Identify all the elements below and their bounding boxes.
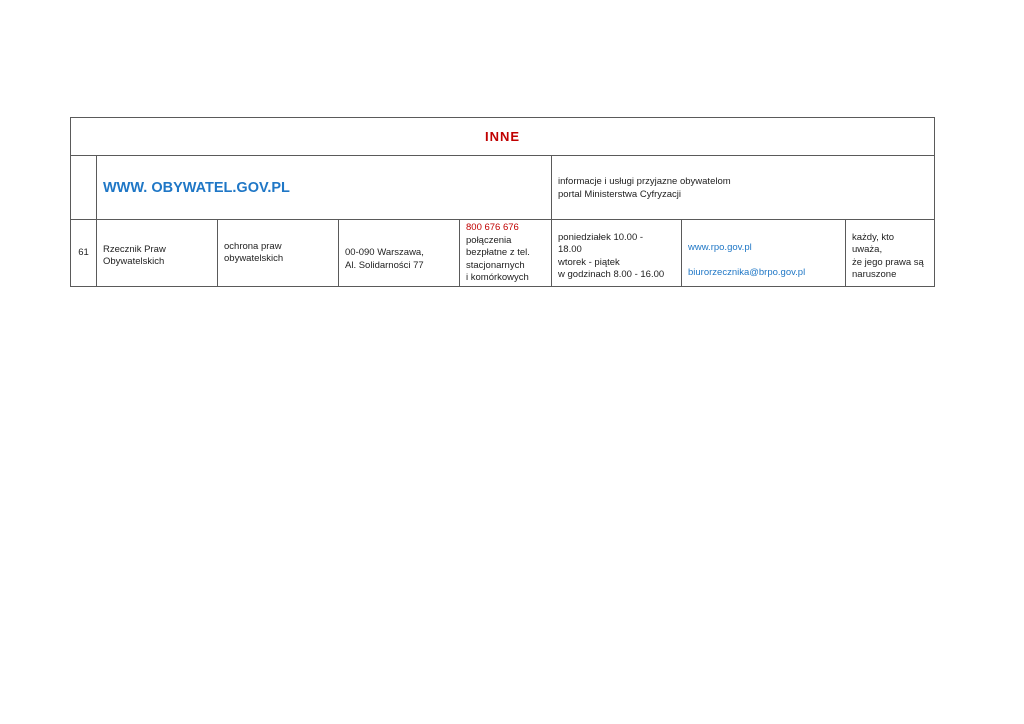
entry-number-cell — [71, 220, 97, 287]
portal-desc-line: portal Ministerstwa Cyfryzacji — [558, 188, 681, 200]
phone-note-line: stacjonarnych — [466, 259, 525, 271]
eligibility-line: każdy, kto — [852, 231, 895, 243]
section-title: INNE — [485, 128, 521, 144]
entry-name-cell — [97, 220, 218, 287]
section-header-row — [71, 118, 935, 156]
entry-name-line: Rzecznik Praw — [103, 243, 166, 255]
entry-hours-cell — [552, 220, 682, 287]
entry-phone-cell — [460, 220, 552, 287]
institutions-table — [70, 117, 935, 287]
entry-address-line: 00-090 Warszawa, — [345, 247, 424, 258]
phone-note-line: bezpłatne z tel. — [466, 247, 530, 259]
portal-row — [71, 156, 935, 220]
portal-description — [552, 175, 934, 201]
portal-link[interactable]: WWW. OBYWATEL.GOV.PL — [103, 179, 290, 196]
table-row — [71, 220, 935, 287]
entry-number: 61 — [78, 246, 89, 258]
entry-eligibility-cell — [846, 220, 935, 287]
eligibility-line: uważa, — [852, 244, 883, 255]
entry-contact-cell — [682, 220, 846, 287]
eligibility-line: naruszone — [852, 269, 897, 280]
portal-number-cell — [71, 156, 97, 220]
entry-name-line: Obywatelskich — [103, 256, 165, 267]
phone-note-line: i komórkowych — [466, 272, 529, 284]
email-link[interactable]: biurorzecznika@brpo.gov.pl — [688, 266, 806, 278]
hours-line: poniedziałek 10.00 - — [558, 231, 644, 243]
phone-note-line: połączenia — [466, 234, 512, 246]
entry-address-cell — [339, 220, 460, 287]
hours-line: w godzinach 8.00 - 16.00 — [558, 269, 665, 280]
hours-line: wtorek - piątek — [558, 256, 620, 268]
entry-scope-line: ochrona praw — [224, 240, 282, 252]
portal-desc-line: informacje i usługi przyjazne obywatelom — [558, 175, 731, 187]
portal-description-cell — [552, 156, 935, 220]
entry-scope-line: obywatelskich — [224, 253, 284, 264]
entry-address-line: Al. Solidarności 77 — [345, 259, 424, 271]
contact-spacer — [688, 255, 839, 267]
phone-number[interactable]: 800 676 676 — [466, 222, 519, 234]
eligibility-line: że jego prawa są — [852, 256, 924, 268]
section-header-cell — [71, 118, 935, 156]
entry-scope-cell — [218, 220, 339, 287]
hours-line: 18.00 — [558, 244, 582, 255]
portal-link-cell — [97, 156, 552, 220]
website-link[interactable]: www.rpo.gov.pl — [688, 242, 752, 253]
